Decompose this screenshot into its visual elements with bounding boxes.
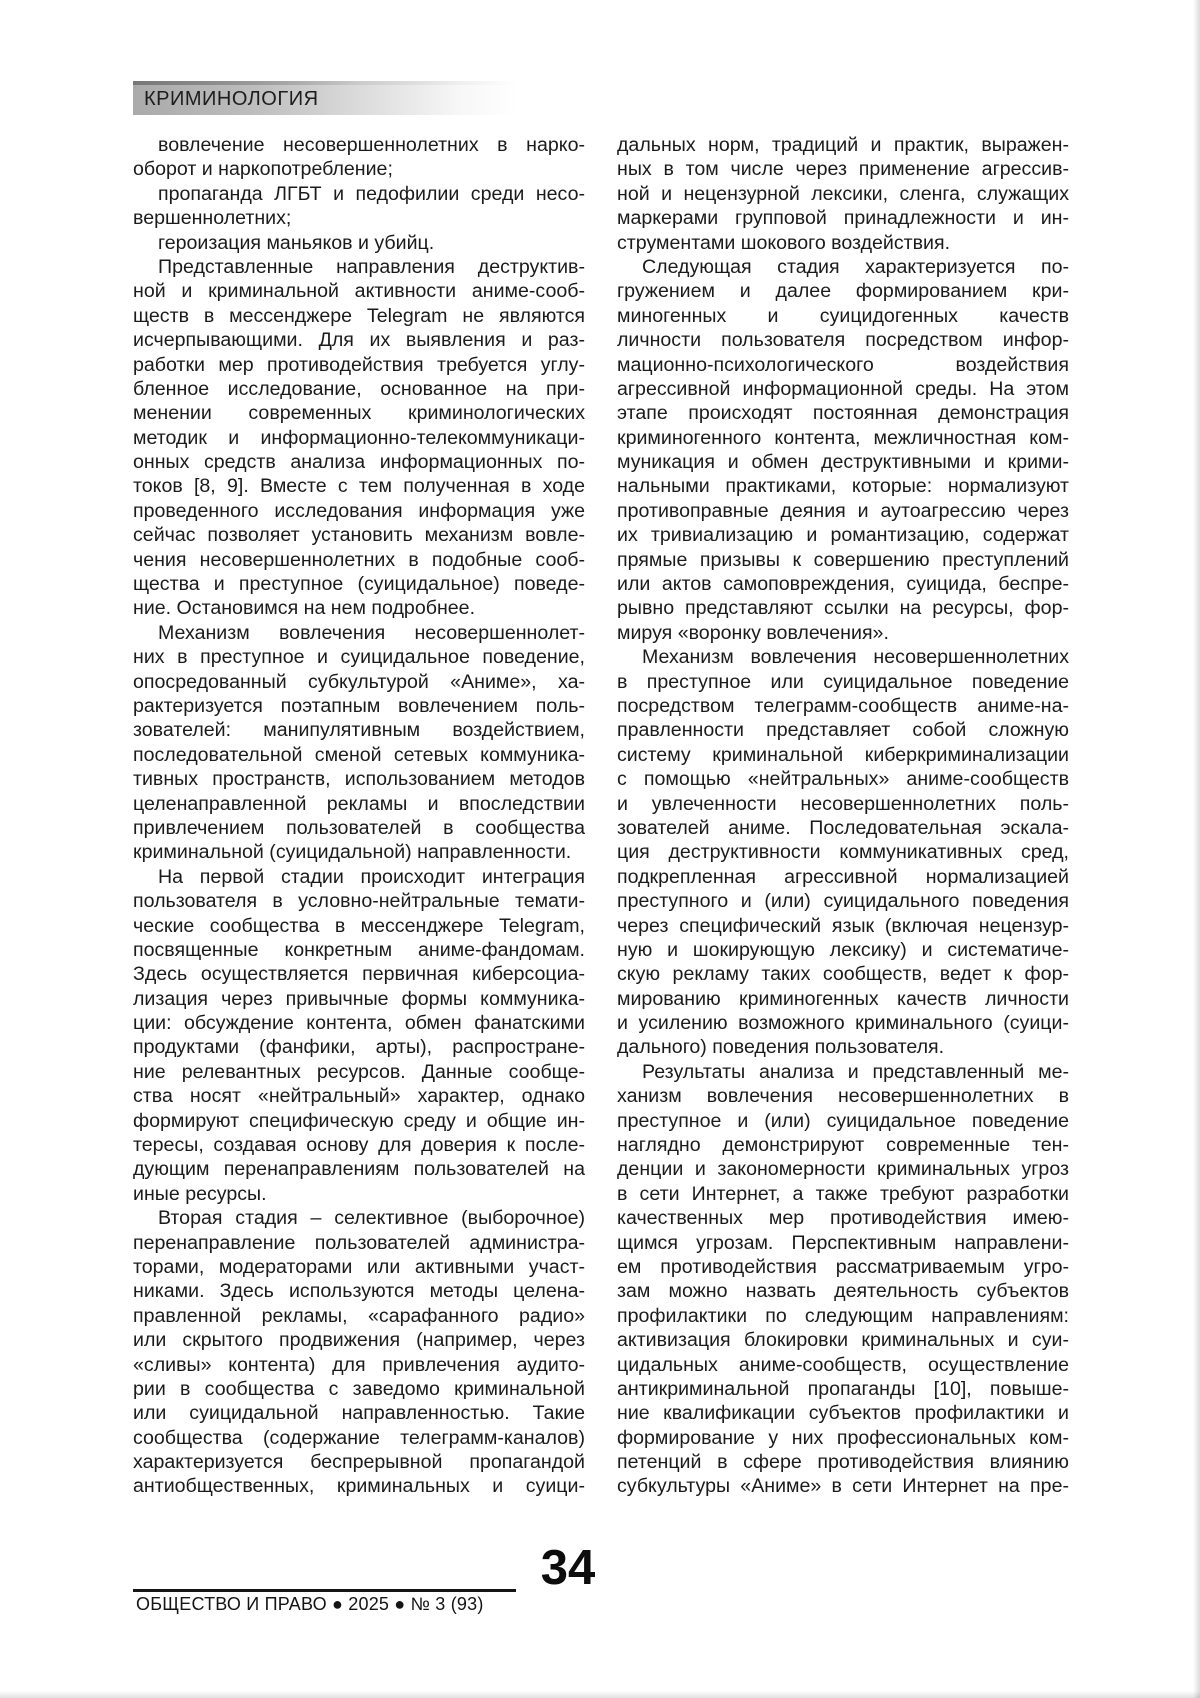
text-line: правленной рекламы, «сарафанного радио» xyxy=(133,1304,585,1327)
text-line: ханизм вовлечения несовершеннолетних в xyxy=(617,1085,1069,1108)
text-line: правленности представляет собой сложную xyxy=(617,719,1069,742)
page-number: 34 xyxy=(540,1541,596,1595)
text-line: маркерами групповой принадлежности и ин- xyxy=(617,207,1069,230)
text-line: иные ресурсы. xyxy=(133,1182,267,1205)
text-column-right xyxy=(617,133,1069,1499)
text-line: мируя «воронку вовлечения». xyxy=(617,621,889,644)
text-line: скую рекламу таких сообществ, ведет к фор- xyxy=(617,963,1069,986)
text-line: щества и преступное (суицидальное) поведе- xyxy=(133,573,585,596)
text-line: формирование у них профессиональных ком- xyxy=(617,1426,1069,1449)
text-line: формируют специфическую среду и общие ин- xyxy=(133,1109,585,1132)
text-line: рактеризуется поэтапным вовлечением поль- xyxy=(133,694,585,717)
text-line: рывно представляют ссылки на ресурсы, фор- xyxy=(617,597,1069,620)
text-line: дальных норм, традиций и практик, выражен- xyxy=(617,134,1069,156)
text-line: посредством телеграмм-сообществ аниме-на- xyxy=(617,694,1069,717)
text-line: прямые призывы к совершению преступлений xyxy=(617,548,1069,571)
text-line: торами, модераторами или активными участ- xyxy=(133,1255,585,1278)
text-line: личности пользователя посредством инфор- xyxy=(617,329,1069,352)
text-line: антиобщественных, криминальных и суици- xyxy=(133,1475,585,1498)
text-line: тивных пространств, использованием методов xyxy=(133,768,585,791)
text-line: антикриминальной пропаганды [10], повыше- xyxy=(617,1377,1069,1400)
text-line: ем противодействия рассматриваемым угро- xyxy=(617,1255,1069,1278)
text-line: их тривиализацию и романтизацию, содержат xyxy=(617,524,1069,547)
text-line: ние релевантных ресурсов. Данные сообще- xyxy=(133,1060,585,1083)
text-line: криминальной (суицидальной) направленности. xyxy=(133,841,572,864)
text-line: ческие сообщества в мессенджере Telegram, xyxy=(133,914,585,937)
text-line: бленное исследование, основанное на при- xyxy=(133,377,585,400)
text-line: чения несовершеннолетних в подобные сооб- xyxy=(133,548,585,571)
text-line: преступное и (или) суицидальное поведение xyxy=(617,1109,1069,1132)
text-line: Вторая стадия – селективное (выборочное) xyxy=(158,1207,585,1230)
text-line: ную и шокирующую лексику) и систематиче- xyxy=(617,938,1069,961)
text-line: ции: обсуждение контента, обмен фанатскими xyxy=(133,1012,585,1035)
scan-edge-right xyxy=(1193,0,1200,1698)
text-line: работки мер противодействия требуется углу- xyxy=(133,353,585,376)
text-line: нальными практиками, которые: нормализуют xyxy=(617,475,1069,498)
text-line: оборот и наркопотребление; xyxy=(133,158,393,181)
text-line: ной и нецензурной лексики, сленга, служащих xyxy=(617,182,1069,205)
text-line: зователей: манипулятивным воздействием, xyxy=(133,719,585,742)
text-line: дующим перенаправлениям пользователей на xyxy=(133,1158,585,1181)
text-line: криминогенного контента, межличностная ком- xyxy=(617,426,1069,449)
text-line: или актов самоповреждения, суицида, беспре- xyxy=(617,573,1069,596)
text-column-left xyxy=(133,133,585,1499)
text-line: опосредованный субкультурой «Аниме», ха- xyxy=(133,670,585,693)
text-line: ция деструктивности коммуникативных сред, xyxy=(617,841,1069,864)
journal-footer-line: ОБЩЕСТВО И ПРАВО ● 2025 ● № 3 (93) xyxy=(136,1594,484,1614)
text-line: с помощью «нейтральных» аниме-сообществ xyxy=(617,768,1069,791)
text-line: миногенных и суицидогенных качеств xyxy=(617,304,1069,327)
scan-edge-bottom xyxy=(0,1691,1200,1698)
text-line: лизация через привычные формы коммуника- xyxy=(133,987,585,1010)
text-line: агрессивной информационной среды. На этом xyxy=(617,377,1069,400)
text-line: целенаправленной рекламы и впоследствии xyxy=(133,792,585,815)
text-line: Механизм вовлечения несовершеннолет- xyxy=(158,621,585,644)
text-line: цидальных аниме-сообществ, осуществление xyxy=(617,1353,1069,1376)
text-line: пользователя в условно-нейтральные темати- xyxy=(133,890,585,913)
text-line: в преступное или суицидальное поведение xyxy=(617,670,1069,693)
text-line: активизация блокировки криминальных и суи- xyxy=(617,1329,1069,1352)
text-line: «сливы» контента) для привлечения аудито- xyxy=(133,1353,585,1376)
text-line: или суицидальной направленностью. Такие xyxy=(133,1402,585,1425)
section-header-band xyxy=(133,81,517,115)
article-body xyxy=(133,133,1069,1499)
text-line: героизация маньяков и убийц. xyxy=(158,231,435,254)
text-line: профилактики по следующим направлениям: xyxy=(617,1304,1069,1327)
text-line: муникация и обмен деструктивными и крими- xyxy=(617,451,1069,474)
text-line: через специфический язык (включая нецензур- xyxy=(617,914,1069,937)
text-line: рии в сообщества с заведомо криминальной xyxy=(133,1377,585,1400)
text-line: Результаты анализа и представленный ме- xyxy=(642,1060,1069,1083)
text-line: характеризуется беспрерывной пропагандой xyxy=(133,1451,585,1474)
text-line: ства носят «нейтральный» характер, однако xyxy=(133,1085,585,1108)
text-line: денции и закономерности криминальных угроз xyxy=(617,1158,1069,1181)
text-line: менении современных криминологических xyxy=(133,402,585,425)
text-line: и усилению возможного криминального (суици- xyxy=(617,1012,1069,1035)
section-title: КРИМИНОЛОГИЯ xyxy=(144,88,319,110)
text-line: ние. Остановимся на нем подробнее. xyxy=(133,597,476,620)
text-line: вершеннолетних; xyxy=(133,207,292,230)
text-line: продуктами (фанфики, арты), распростране- xyxy=(133,1036,585,1059)
text-line: и увлеченности несовершеннолетних поль- xyxy=(617,792,1069,815)
text-line: последовательной сменой сетевых коммуника- xyxy=(133,743,585,766)
text-line: в сети Интернет, а также требуют разработки xyxy=(617,1182,1069,1205)
text-line: дального) поведения пользователя. xyxy=(617,1036,945,1059)
text-line: методик и информационно-телекоммуникаци- xyxy=(133,426,585,449)
text-line: мированию криминогенных качеств личности xyxy=(617,987,1069,1010)
text-line: ществ в мессенджере Telegram не являются xyxy=(133,304,585,327)
text-line: Следующая стадия характеризуется по- xyxy=(642,255,1069,278)
text-line: ных в том числе через применение агрессив- xyxy=(617,158,1069,181)
text-line: зам можно назвать деятельность субъектов xyxy=(617,1280,1069,1303)
text-line: мационно-психологического воздействия xyxy=(617,353,1069,376)
text-line: зователей аниме. Последовательная эскала- xyxy=(617,816,1069,839)
text-line: ной и криминальной активности аниме-сооб- xyxy=(133,280,585,303)
text-line: токов [8, 9]. Вместе с тем полученная в ходе xyxy=(133,475,585,498)
text-line: субкультуры «Аниме» в сети Интернет на пре- xyxy=(617,1475,1069,1498)
text-line: привлечением пользователей в сообщества xyxy=(133,816,585,839)
text-line: струментами шокового воздействия. xyxy=(617,231,951,254)
text-line: петенций в сфере противодействия влиянию xyxy=(617,1451,1069,1474)
text-line: ние квалификации субъектов профилактики и xyxy=(617,1402,1069,1425)
text-line: тересы, создавая основу для доверия к после- xyxy=(133,1134,585,1157)
text-line: наглядно демонстрируют современные тен- xyxy=(617,1134,1069,1157)
text-line: противоправные деяния и аутоагрессию через xyxy=(617,499,1069,522)
text-line: сообщества (содержание телеграмм-каналов) xyxy=(133,1426,585,1449)
text-line: щимся угрозам. Перспективным направлени- xyxy=(617,1231,1069,1254)
text-line: Механизм вовлечения несовершеннолетних xyxy=(642,646,1069,669)
footer-rule xyxy=(133,1589,516,1592)
text-line: или скрытого продвижения (например, через xyxy=(133,1329,585,1352)
text-line: преступного и (или) суицидального поведения xyxy=(617,890,1069,913)
text-line: сейчас позволяет установить механизм вовле- xyxy=(133,524,585,547)
text-line: вовлечение несовершеннолетних в нарко- xyxy=(158,134,585,156)
text-line: подкрепленная агрессивной нормализацией xyxy=(617,865,1069,888)
text-line: систему криминальной киберкриминализации xyxy=(617,743,1069,766)
text-line: пропаганда ЛГБТ и педофилии среди несо- xyxy=(158,182,585,205)
text-line: онных средств анализа информационных по- xyxy=(133,451,585,474)
text-line: исчерпывающими. Для их выявления и раз- xyxy=(133,329,585,352)
text-line: проведенного исследования информация уже xyxy=(133,499,585,522)
text-line: качественных мер противодействия имею- xyxy=(617,1207,1069,1230)
text-line: Здесь осуществляется первичная киберсоциа- xyxy=(133,963,585,986)
text-line: никами. Здесь используются методы целена- xyxy=(133,1280,585,1303)
text-line: этапе происходят постоянная демонстрация xyxy=(617,402,1069,425)
text-line: посвященные конкретным аниме-фандомам. xyxy=(133,938,585,961)
text-line: На первой стадии происходит интеграция xyxy=(158,865,585,888)
text-line: них в преступное и суицидальное поведение, xyxy=(133,646,585,669)
text-line: гружением и далее формированием кри- xyxy=(617,280,1069,303)
text-line: Представленные направления деструктив- xyxy=(158,255,585,278)
text-line: перенаправление пользователей администра- xyxy=(133,1231,585,1254)
